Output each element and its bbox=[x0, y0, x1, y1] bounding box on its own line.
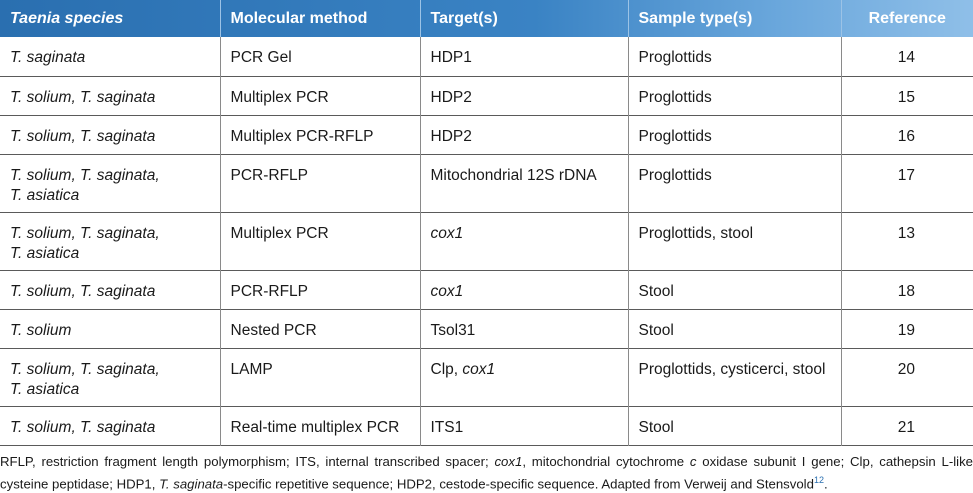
cell-target: HDP2 bbox=[420, 76, 628, 115]
cell-method: Multiplex PCR bbox=[220, 76, 420, 115]
footnote-part: T. saginata bbox=[159, 476, 224, 492]
header-species-label: Taenia species bbox=[10, 9, 124, 27]
cell-species: T. saginata bbox=[0, 37, 220, 76]
target-part-a: Clp, bbox=[430, 360, 463, 378]
cell-reference: 13 bbox=[897, 224, 915, 242]
footnote-part: , mitochondrial cytochrome bbox=[522, 454, 690, 469]
cell-method: Multiplex PCR-RFLP bbox=[220, 115, 420, 154]
table-row bbox=[0, 270, 973, 309]
table-row bbox=[0, 154, 973, 212]
table-footnote bbox=[0, 453, 973, 493]
species-line-1: T. solium, T. saginata, bbox=[10, 224, 160, 242]
cell-sample: Proglottids bbox=[628, 37, 841, 76]
table-row bbox=[0, 406, 973, 445]
cell-reference: 16 bbox=[897, 127, 915, 145]
species-line-2: T. asiatica bbox=[10, 380, 80, 398]
table-row bbox=[0, 212, 973, 270]
cell-sample: Proglottids, stool bbox=[628, 212, 841, 270]
cell-species: T. solium, T. saginata bbox=[0, 76, 220, 115]
cell-sample: Proglottids, cysticerci, stool bbox=[628, 348, 841, 406]
footnote-part: -specific repetitive sequence; HDP2, cestode-specific sequence. Adapted from Verweij and Stensvold bbox=[223, 476, 814, 492]
table-row bbox=[0, 115, 973, 154]
table-row bbox=[0, 37, 973, 76]
cell-sample: Stool bbox=[628, 270, 841, 309]
cell-target: Tsol31 bbox=[420, 309, 628, 348]
footnote-part: . bbox=[823, 476, 828, 492]
header-target: Target(s) bbox=[420, 0, 628, 37]
cell-species: T. solium, T. saginata bbox=[0, 270, 220, 309]
species-line-1: T. solium, T. saginata, bbox=[10, 166, 160, 184]
cell-method: PCR-RFLP bbox=[220, 270, 420, 309]
cell-reference: 14 bbox=[897, 49, 915, 66]
cell-species: T. solium bbox=[0, 309, 220, 348]
table-row bbox=[0, 348, 973, 406]
cell-species bbox=[0, 154, 220, 212]
cell-target: HDP2 bbox=[420, 115, 628, 154]
species-line-2: T. asiatica bbox=[10, 244, 80, 262]
cell-target bbox=[420, 348, 628, 406]
cell-reference: 20 bbox=[897, 360, 915, 378]
cell-method: PCR-RFLP bbox=[220, 154, 420, 212]
cell-species bbox=[0, 348, 220, 406]
header-species bbox=[0, 0, 220, 37]
footnote-part: RFLP, restriction fragment length polymorphism; ITS, internal transcribed spacer; bbox=[0, 454, 495, 469]
footnote-part: c bbox=[689, 454, 697, 469]
cell-reference: 21 bbox=[897, 418, 915, 436]
cell-method: Multiplex PCR bbox=[220, 212, 420, 270]
cell-target: ITS1 bbox=[420, 406, 628, 445]
cell-method: Nested PCR bbox=[220, 309, 420, 348]
cell-method: LAMP bbox=[220, 348, 420, 406]
cell-reference: 19 bbox=[897, 321, 915, 339]
cell-reference: 17 bbox=[897, 166, 915, 184]
cell-reference: 15 bbox=[897, 88, 915, 106]
cell-method: Real-time multiplex PCR bbox=[220, 406, 420, 445]
footnote-part: oxidase subunit I gene; Clp, cathepsin L-like cysteine peptidase; HDP1, bbox=[0, 454, 973, 492]
cell-species: T. solium, T. saginata bbox=[0, 115, 220, 154]
target-part-b: cox1 bbox=[462, 360, 496, 378]
species-line-2: T. asiatica bbox=[10, 186, 80, 204]
cell-species bbox=[0, 212, 220, 270]
cell-target: cox1 bbox=[420, 212, 628, 270]
cell-target: HDP1 bbox=[420, 37, 628, 76]
species-line-1: T. solium, T. saginata, bbox=[10, 360, 160, 378]
cell-target: cox1 bbox=[420, 270, 628, 309]
cell-sample: Proglottids bbox=[628, 115, 841, 154]
header-sample: Sample type(s) bbox=[628, 0, 841, 37]
cell-target: Mitochondrial 12S rDNA bbox=[420, 154, 628, 212]
header-method: Molecular method bbox=[220, 0, 420, 37]
citation-superscript[interactable]: 12 bbox=[813, 475, 824, 485]
cell-sample: Proglottids bbox=[628, 154, 841, 212]
cell-sample: Stool bbox=[628, 406, 841, 445]
footnote-part: cox1 bbox=[494, 454, 523, 469]
cell-reference: 18 bbox=[897, 282, 915, 300]
header-row bbox=[0, 0, 973, 37]
table-row bbox=[0, 309, 973, 348]
cell-species: T. solium, T. saginata bbox=[0, 406, 220, 445]
table-row bbox=[0, 76, 973, 115]
header-reference: Reference bbox=[868, 9, 946, 27]
cell-method: PCR Gel bbox=[220, 37, 420, 76]
cell-sample: Proglottids bbox=[628, 76, 841, 115]
cell-sample: Stool bbox=[628, 309, 841, 348]
